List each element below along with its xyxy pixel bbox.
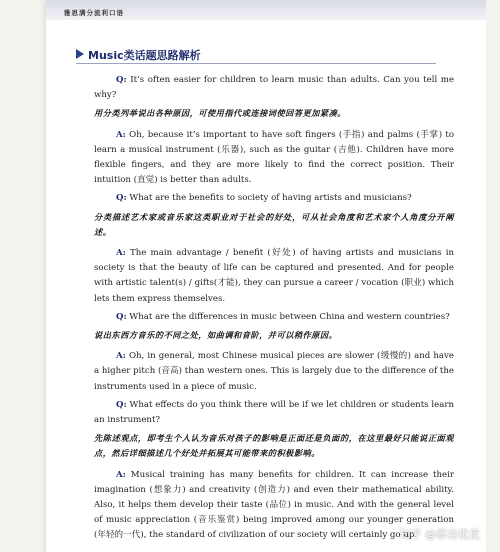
answer-label: A: <box>116 469 126 480</box>
answer-text: Oh, in general, most Chinese musical pieces are slower (缓慢的) and have a higher pitch (音高) than western ones. This is largely due to the difference of the instruments used in a piece of music. <box>94 351 454 392</box>
question-label: Q: <box>116 399 127 410</box>
answer-text: Musical training has many benefits for children. It can increase their imagination (想象力) and creativity (创造力) and even their mathematical ability. Also, it helps them develop their taste (品位) in music. And with the general level of music appreciation (音乐鉴赏) being improved among our younger generation (年轻的一代), the standard of civilization of our society will certainly go up. <box>94 469 454 541</box>
question-text: What effects do you think there will be if we let children or students learn an instrument? <box>94 399 454 426</box>
question-text: What are the benefits to society of having artists and musicians? <box>126 193 412 204</box>
watermark: 知乎 @慕容优优 <box>399 528 480 541</box>
question <box>94 310 454 325</box>
chinese-guidance: 分类描述艺术家或音乐家这类职业对于社会的好处，可从社会角度和艺术家个人角度分开阐述。 <box>94 211 454 237</box>
section-title: Music类话题思路解析 <box>88 49 201 62</box>
question-label: Q: <box>116 311 127 322</box>
answer-label: A: <box>116 248 126 259</box>
answer-label: A: <box>116 351 126 362</box>
section-heading <box>76 47 436 64</box>
running-head: 雅思满分流利口语 <box>64 9 124 17</box>
answer <box>94 246 454 307</box>
question-text: It’s often easier for children to learn music than adults. Can you tell me why? <box>94 75 454 101</box>
chinese-guidance: 说出东西方音乐的不同之处，如曲调和音阶，并可以稍作原因。 <box>94 330 338 341</box>
question-label: Q: <box>116 193 127 204</box>
answer <box>94 349 454 395</box>
question <box>94 73 454 103</box>
question-text: What are the differences in music between China and western countries? <box>126 311 450 322</box>
triangle-icon <box>76 49 84 59</box>
answer-text: Oh, because it’s important to have soft fingers (手指) and palms (手掌) to learn a musical instrument (乐器), such as the guitar (吉他). Children have more flexible fingers, and they are more likely to find the correct position. Their intuition (直觉) is better than adults. <box>94 129 454 186</box>
question-label: Q: <box>116 75 127 85</box>
chinese-guidance: 用分类列举说出各种原因，可使用指代或连接词使回答更加紧凑。 <box>94 108 346 119</box>
answer-text: The main advantage / benefit (好处) of having artists and musicians in society is that the beauty of life can be captured and presented. And for people with artistic talent(s) / gifts(才能), they can pursue a career / vocation (职业) which lets them express themselves. <box>94 248 454 304</box>
question <box>94 191 454 206</box>
qa-content <box>94 73 454 547</box>
chinese-guidance: 先陈述观点，即考生个人认为音乐对孩子的影响是正面还是负面的，在这里最好只能说正面观点，然后详细描述几个好处并拓展其可能带来的积极影响。 <box>94 433 454 459</box>
answer-label: A: <box>116 129 126 140</box>
answer <box>94 128 454 189</box>
question <box>94 398 454 428</box>
